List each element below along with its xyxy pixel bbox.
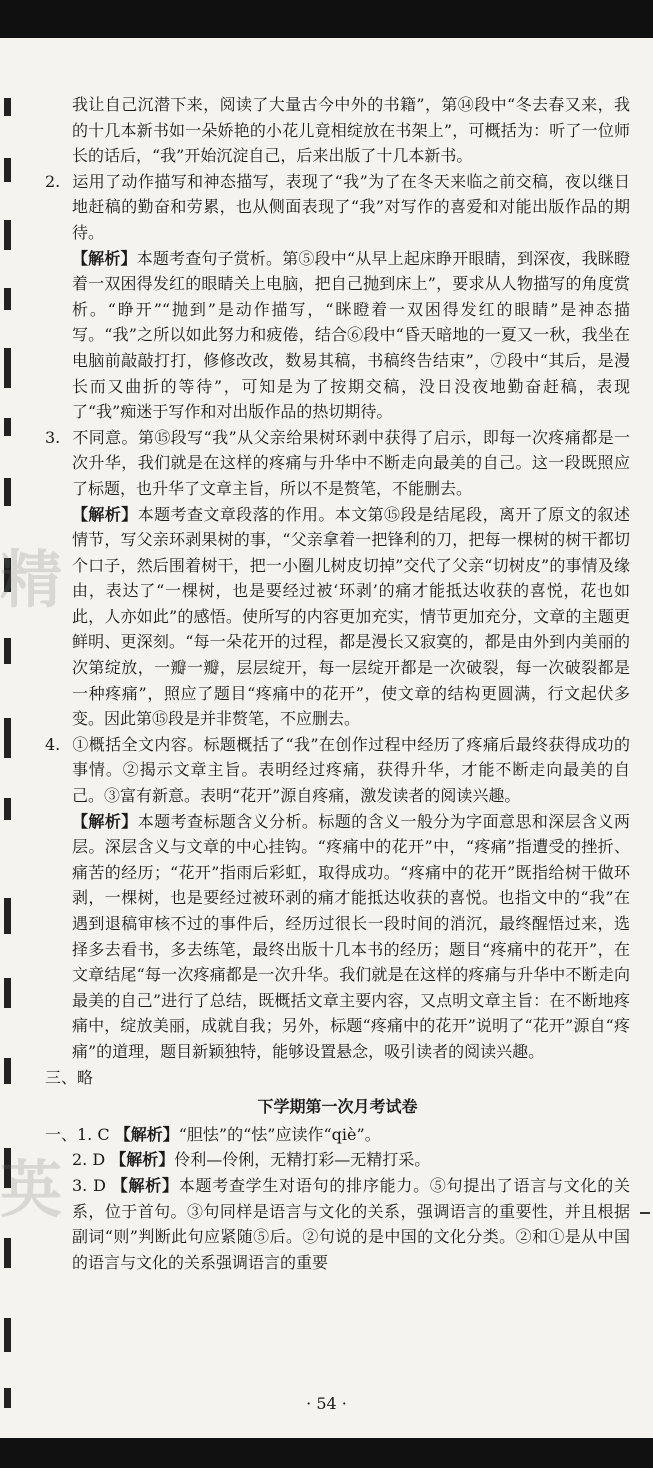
question-2 bbox=[45, 1147, 630, 1173]
analysis-label: 【解析】 bbox=[111, 1175, 179, 1195]
analysis-text: 本题考查文章段落的作用。本文第⑮段是结尾段，离开了原文的叙述情节，写父亲环剥果树的事，“父亲拿着一把锋利的刀，把每一棵树的树干都切个口子，然后围着树干，把一小圈儿树皮切掉”交代了父亲“切树皮”的事情及缘由，表达了“一棵树，也是要经过被‘环剥’的痛才能抵达收获的喜悦，花也如此，人亦如此”的感悟。使所写的内容更加充实，情节更加充分，文章的主题更鲜明、更深刻。“每一朵花开的过程，都是漫长又寂寞的，都是由外到内美丽的次第绽放，一瓣一瓣，层层绽开，每一层绽开都是一次破裂，每一次破裂都是一种疼痛”，照应了题目“疼痛中的花开”，使文章的结构更圆满，行文起伏多变。因此第⑮段是并非赘笔，不应删去。 bbox=[72, 504, 630, 729]
question-1 bbox=[45, 1122, 630, 1148]
item-number: 3. bbox=[45, 427, 61, 447]
item-number: 4. bbox=[45, 734, 61, 754]
answer-item-4 bbox=[45, 732, 630, 809]
watermark: 英 bbox=[0, 1153, 63, 1226]
analysis-label: 【解析】 bbox=[114, 1124, 179, 1144]
question-number: 3. D bbox=[72, 1175, 106, 1195]
analysis-text: “胆怯”的“怯”应读作“qiè”。 bbox=[178, 1124, 381, 1144]
question-3 bbox=[45, 1173, 630, 1275]
question-number: 2. D bbox=[72, 1150, 106, 1170]
right-edge-mark bbox=[640, 1212, 650, 1214]
item-number: 2. bbox=[45, 171, 61, 191]
analysis-item-2 bbox=[45, 246, 630, 425]
answer-text: 不同意。第⑮段写“我”从父亲给果树环剥中获得了启示，即每一次疼痛都是一次升华，我们就是在这样的疼痛与升华中不断走向最美的自己。这一段既照应了标题，也升华了文章主旨，所以不是赘笔，不能删去。 bbox=[72, 427, 630, 498]
analysis-text: 本题考查学生对语句的排序能力。⑤句提出了语言与文化的关系，位于首句。③句同样是语言与文化的关系，强调语言的重要性，并且根据副词“则”判断此句应紧随⑤后。②句说的是中国的文化分类。②和①是从中国的语言与文化的关系强调语言的重要 bbox=[72, 1175, 630, 1272]
left-binding-edge bbox=[0, 38, 20, 1438]
analysis-label: 【解析】 bbox=[72, 248, 137, 268]
analysis-text: 本题考查标题含义分析。标题的含义一般分为字面意思和深层含义两层。深层含义与文章的中心挂钩。“疼痛中的花开”中，“疼痛”指遭受的挫折、痛苦的经历；“花开”指雨后彩虹，取得成功。“疼痛中的花开”既指给树干做环剥，一棵树，也是要经过被环剥的痛才能抵达收获的喜悦。也指文中的“我”在遇到退稿审核不过的事件后，经历过很长一段时间的消沉，最终醒悟过来，选择多去看书，多去练笔，最终出版十几本书的经历；题目“疼痛中的花开”，在文章结尾“每一次疼痛都是一次升华。我们就是在这样的疼痛与升华中不断走向最美的自己”进行了总结，既概括文章主要内容，又点明文章主旨：在不断地疼痛中，绽放美丽，成就自我；另外，标题“疼痛中的花开”说明了“花开”源自“疼痛”的道理，题目新颖独特，能够设置悬念，吸引读者的阅读兴趣。 bbox=[72, 811, 630, 1061]
analysis-text: 本题考查句子赏析。第⑤段中“从早上起床睁开眼睛，到深夜，我眯瞪着一双困得发红的眼睛关上电脑，把自己抛到床上”，要求从人物描写的角度赏析。“睁开”“抛到”是动作描写，“眯瞪着一双困得发红的眼睛”是神态描写。“我”之所以如此努力和疲倦，结合⑥段中“昏天暗地的一夏又一秋，我坐在电脑前敲敲打打，修修改改，数易其稿，书稿终告结束”，⑦段中“其后，是漫长而又曲折的等待”，可知是为了按期交稿，没日没夜地勤奋赶稿，表现了“我”痴迷于写作和对出版作品的热切期待。 bbox=[72, 248, 630, 422]
bottom-black-border bbox=[0, 1438, 653, 1468]
watermark: 精 bbox=[0, 543, 63, 616]
page-number: · 54 · bbox=[306, 1394, 347, 1413]
exam-heading: 下学期第一次月考试卷 bbox=[257, 1097, 418, 1117]
analysis-item-4 bbox=[45, 809, 630, 1065]
analysis-item-3 bbox=[45, 502, 630, 732]
answer-text: ①概括全文内容。标题概括了“我”在创作过程中经历了疼痛后最终获得成功的事情。②揭示文章主旨。表明经过疼痛，获得升华，才能不断走向最美的自己。③富有新意。表明“花开”源自疼痛，激发读者的阅读兴趣。 bbox=[72, 734, 630, 806]
answer-text: 运用了动作描写和神态描写，表现了“我”为了在冬天来临之前交稿，夜以继日地赶稿的勤奋和劳累，也从侧面表现了“我”对写作的喜爱和对能出版作品的期待。 bbox=[72, 171, 630, 242]
document-body bbox=[45, 92, 630, 1275]
section-three: 三、略 bbox=[45, 1067, 94, 1087]
top-black-border bbox=[0, 0, 653, 38]
paragraph-continuation: 我让自己沉潜下来，阅读了大量古今中外的书籍”，第⑭段中“冬去春又来，我的十几本新书如一朵娇艳的小花儿竟相绽放在书架上”，可概括为：听了一位师长的话后，“我”开始沉淀自己，后来出版了十几本新书。 bbox=[72, 95, 630, 166]
analysis-text: 伶利—伶俐，无精打彩—无精打采。 bbox=[174, 1150, 431, 1170]
analysis-label: 【解析】 bbox=[72, 504, 138, 524]
question-number: 一、1. C bbox=[45, 1124, 110, 1144]
analysis-label: 【解析】 bbox=[72, 811, 138, 831]
answer-item-3 bbox=[45, 425, 630, 502]
analysis-label: 【解析】 bbox=[110, 1150, 175, 1170]
answer-item-2 bbox=[45, 169, 630, 246]
